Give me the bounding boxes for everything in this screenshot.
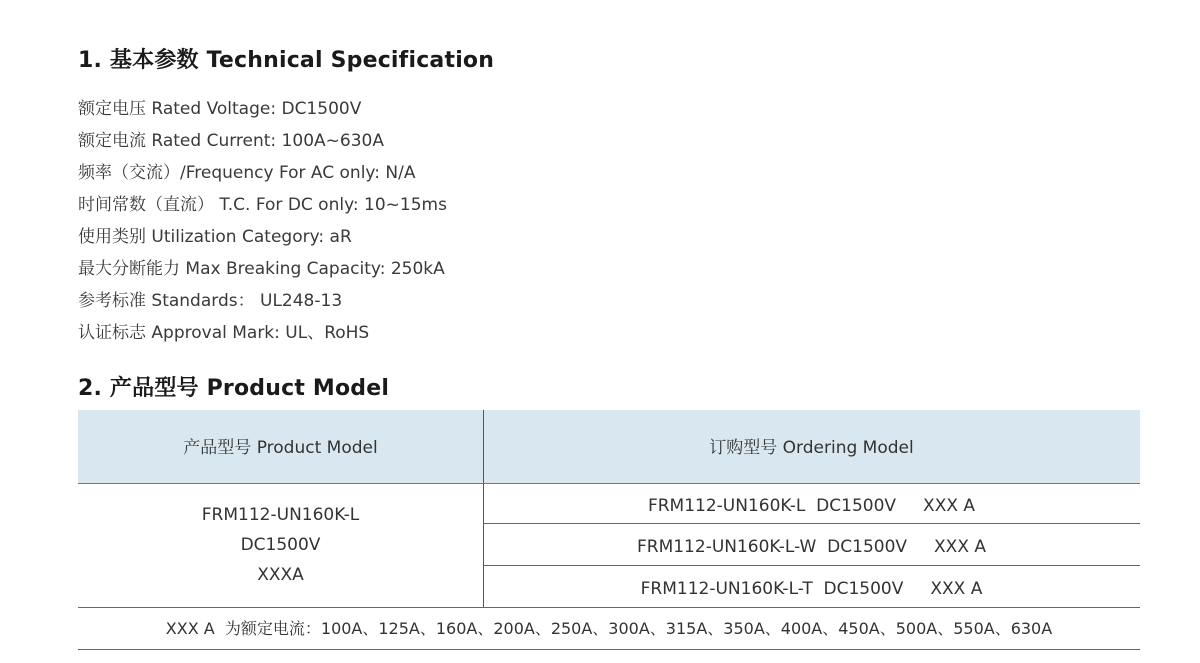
footer-divider xyxy=(78,649,1140,650)
section-2-title: 2. 产品型号 Product Model xyxy=(78,376,390,401)
product-model-voltage: DC1500V xyxy=(240,535,321,555)
ordering-model-row: FRM112-UN160K-L-W DC1500V XXX A xyxy=(636,537,987,557)
rated-current-footnote: XXX A 为额定电流：100A、125A、160A、200A、250A、300A、315A、350A、400A、450A、500A、550A、630A xyxy=(165,619,1053,638)
spec-time-constant: 时间常数（直流） T.C. For DC only: 10~15ms xyxy=(78,195,447,215)
technical-spec-list xyxy=(78,96,447,352)
spec-standards: 参考标准 Standards： UL248-13 xyxy=(78,291,343,311)
spec-utilization-category: 使用类别 Utilization Category: aR xyxy=(78,227,352,247)
header-product-model: 产品型号 Product Model xyxy=(183,438,378,458)
spec-frequency: 频率（交流）/Frequency For AC only: N/A xyxy=(78,163,416,183)
ordering-model-row: FRM112-UN160K-L DC1500V XXX A xyxy=(647,496,976,516)
product-model-cell xyxy=(78,500,483,590)
spec-approval-mark: 认证标志 Approval Mark: UL、RoHS xyxy=(78,323,370,343)
product-model-current: XXXA xyxy=(257,565,304,585)
header-ordering-model: 订购型号 Ordering Model xyxy=(709,438,914,458)
spec-rated-voltage: 额定电压 Rated Voltage: DC1500V xyxy=(78,99,362,119)
section-1-title: 1. 基本参数 Technical Specification xyxy=(78,48,495,73)
spec-breaking-capacity: 最大分断能力 Max Breaking Capacity: 250kA xyxy=(78,259,445,279)
table-header xyxy=(78,410,1140,483)
header-divider xyxy=(78,483,1140,484)
ordering-model-row: FRM112-UN160K-L-T DC1500V XXX A xyxy=(640,579,983,599)
spec-rated-current: 额定电流 Rated Current: 100A~630A xyxy=(78,131,384,151)
product-model-name: FRM112-UN160K-L xyxy=(201,505,360,525)
